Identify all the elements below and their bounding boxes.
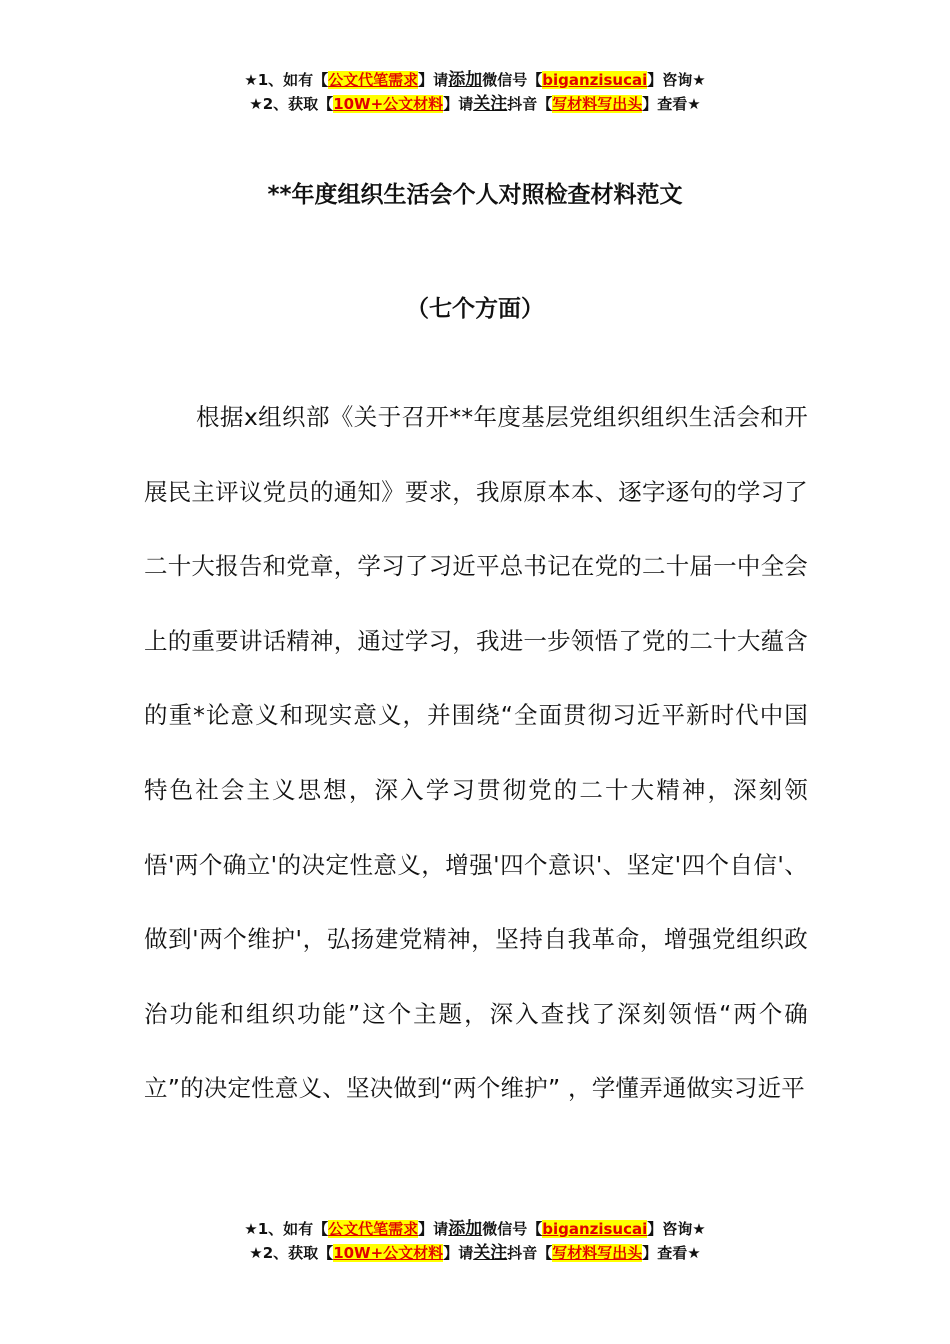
banner-text: ★2、获取【: [249, 95, 334, 113]
banner-highlight: 写材料写出头: [552, 1244, 643, 1262]
banner-highlight: 10W+公文材料: [333, 95, 444, 113]
banner-text: 】咨询★: [647, 71, 706, 89]
banner-highlight: 10W+公文材料: [333, 1244, 444, 1262]
body-paragraph: 根据x组织部《关于召开**年度基层党组织组织生活会和开展民主评议党员的通知》要求，我原原本本、逐字逐句的学习了二十大报告和党章，学习了习近平总书记在党的二十届一中全会上的重要讲话精神，通过学习，我进一步领悟了党的二十大蕴含的重*论意义和现实意义，并围绕“全面贯彻习近平新时代中国特色社会主义思想，深入学习贯彻党的二十大精神，深刻领悟'两个确立'的决定性意义，增强'四个意识'、坚定'四个自信'、做到'两个维护'，弘扬建党精神，坚持自我革命，增强党组织政治功能和组织功能”这个主题，深入查找了深刻领悟“两个确立”的决定性意义、坚决做到“两个维护” ，学懂弄通做实习近平: [144, 403, 808, 1103]
banner-highlight: 写材料写出头: [552, 95, 643, 113]
banner-text: 】咨询★: [647, 1220, 706, 1238]
banner-text: 】查看★: [642, 95, 701, 113]
banner-underline: 添加: [448, 70, 483, 90]
banner-line-2: [0, 1241, 950, 1265]
banner-text: 抖音【: [507, 95, 553, 113]
document-title: **年度组织生活会个人对照检查材料范文: [267, 182, 683, 208]
banner-highlight: biganzisucai: [542, 71, 648, 89]
banner-text: 微信号【: [482, 71, 543, 89]
banner-text: 】查看★: [642, 1244, 701, 1262]
banner-text: ★2、获取【: [249, 1244, 334, 1262]
banner-line-1: [0, 1217, 950, 1241]
banner-underline: 关注: [473, 94, 508, 114]
banner-text: 】请: [443, 1244, 474, 1262]
banner-underline: 关注: [473, 1243, 508, 1263]
banner-text: 】请: [418, 71, 449, 89]
banner-text: ★1、如有【: [244, 1220, 329, 1238]
document-subtitle: （七个方面）: [406, 296, 544, 322]
banner-underline: 添加: [448, 1219, 483, 1239]
banner-line-2: [0, 92, 950, 116]
footer-banner: [0, 1217, 950, 1265]
banner-line-1: [0, 68, 950, 92]
banner-text: 】请: [418, 1220, 449, 1238]
banner-text: ★1、如有【: [244, 71, 329, 89]
banner-text: 抖音【: [507, 1244, 553, 1262]
banner-text: 微信号【: [482, 1220, 543, 1238]
header-banner: [0, 68, 950, 116]
banner-highlight: 公文代笔需求: [328, 1220, 419, 1238]
banner-highlight: 公文代笔需求: [328, 71, 419, 89]
banner-highlight: biganzisucai: [542, 1220, 648, 1238]
banner-text: 】请: [443, 95, 474, 113]
